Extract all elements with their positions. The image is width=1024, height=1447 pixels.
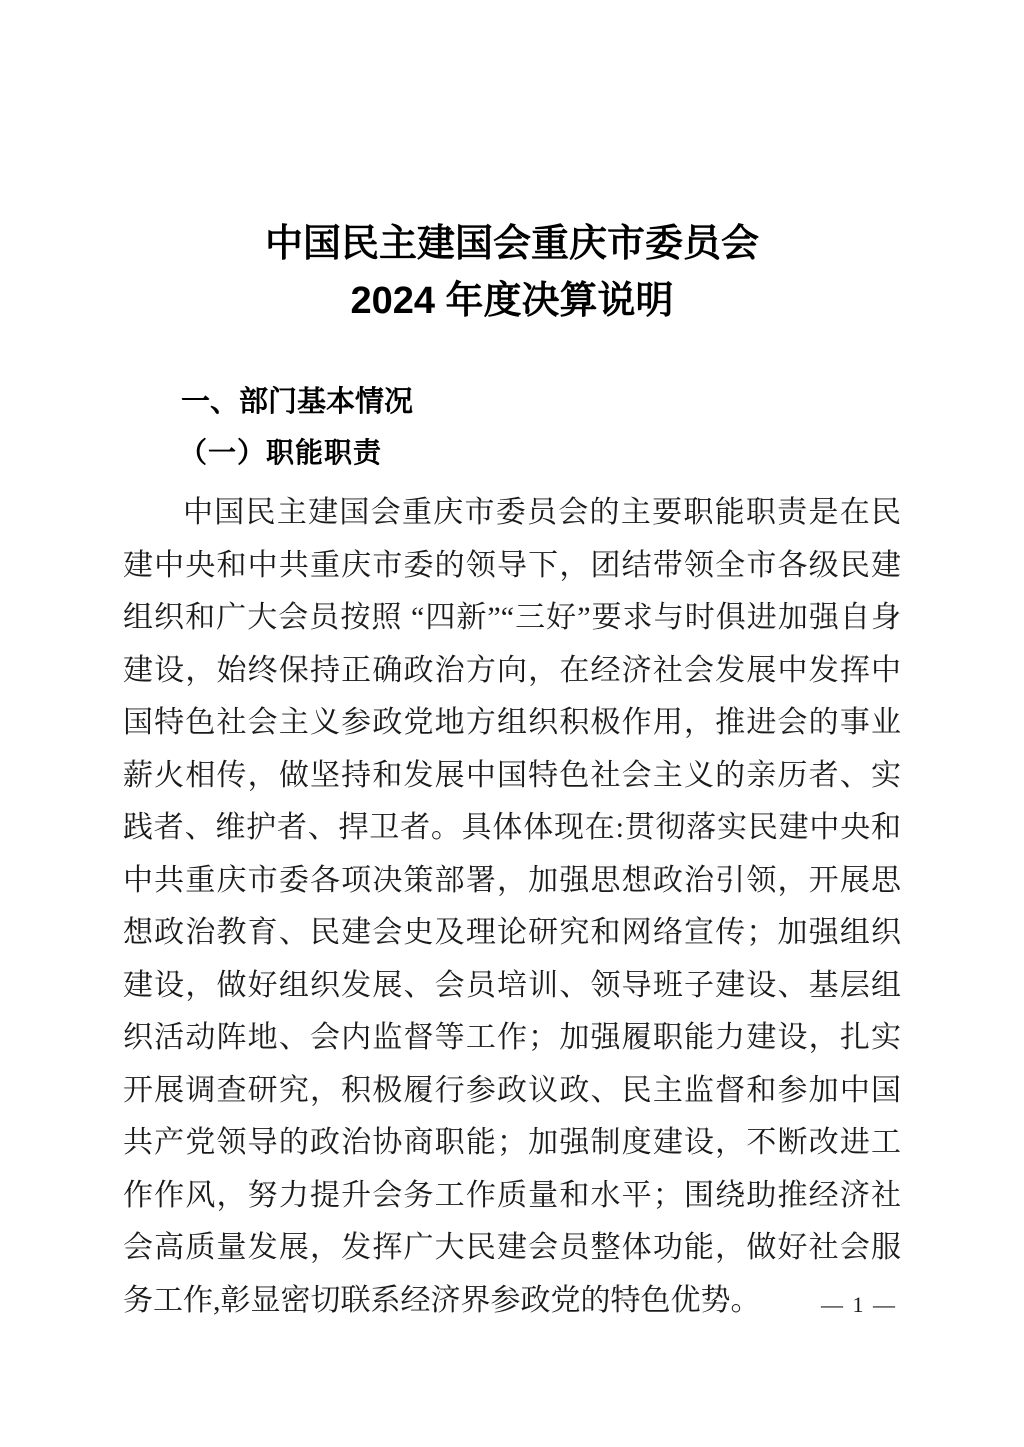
subsection-heading: （一）职能职责 bbox=[179, 438, 383, 469]
document-title-line1: 中国民主建国会重庆市委员会 bbox=[264, 223, 759, 265]
document-title bbox=[123, 0, 901, 330]
body-paragraph: 中国民主建国会重庆市委员会的主要职能职责是在民建中央和中共重庆市委的领导下，团结带领全市各级民建组织和广大会员按照 “四新”“三好”要求与时俱进加强自身建设，始终保持正确政治方向，在经济社会发展中发挥中国特色社会主义参政党地方组织积极作用，推进会的事业薪火相传，做坚持和发展中国特色社会主义的亲历者、实践者、维护者、捍卫者。具体体现在:贯彻落实民建中央和中共重庆市委各项决策部署，加强思想政治引领，开展思想政治教育、民建会史及理论研究和网络宣传；加强组织建设，做好组织发展、会员培训、领导班子建设、基层组织活动阵地、会内监督等工作；加强履职能力建设，扎实开展调查研究，积极履行参政议政、民主监督和参加中国共产党领导的政治协商职能；加强制度建设，不断改进工作作风，努力提升会务工作质量和水平；围绕助推经济社会高质量发展，发挥广大民建会员整体功能，做好社会服务工作,彰显密切联系经济界参政党的特色优势。 bbox=[123, 496, 901, 1317]
section-heading: 一、部门基本情况 bbox=[181, 386, 414, 418]
document-title-line2: 2024 年度决算说明 bbox=[350, 280, 674, 322]
page-number: — 1 — bbox=[821, 1292, 897, 1317]
